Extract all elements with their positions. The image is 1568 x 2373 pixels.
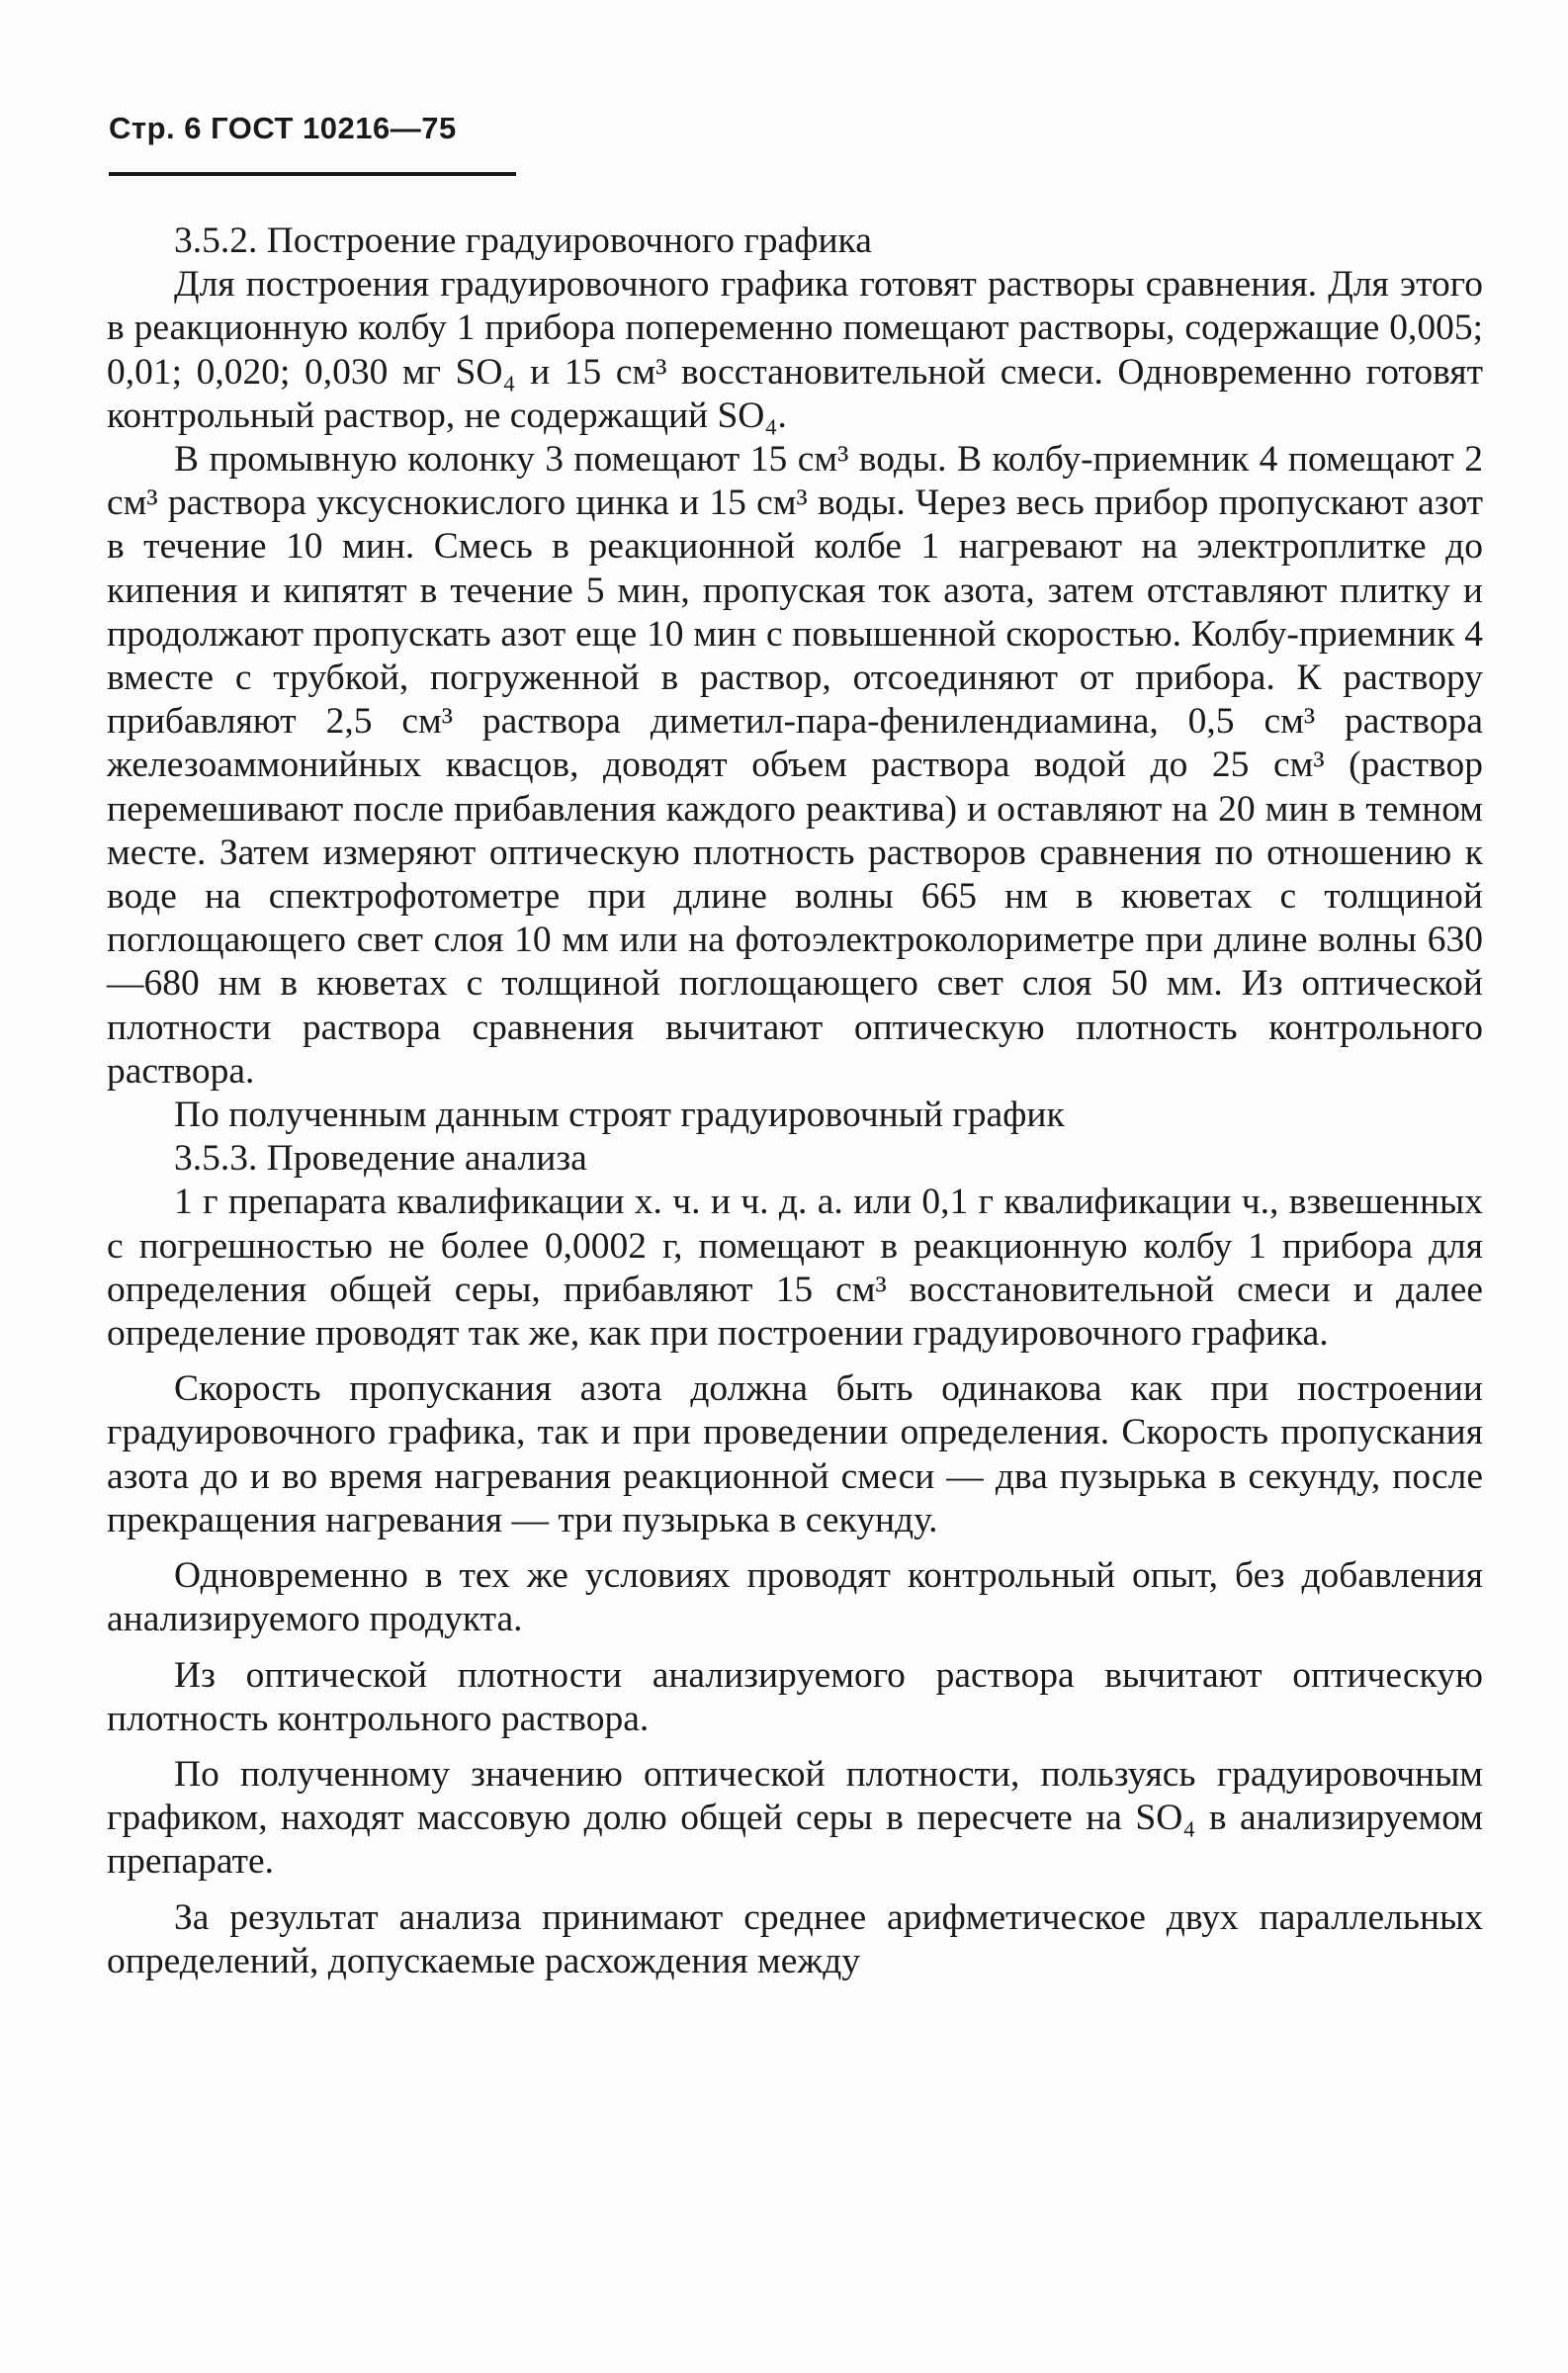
section-3-5-2-title: 3.5.2. Построение градуировочного графика (174, 220, 872, 261)
paragraph: Скорость пропускания азота должна быть одинакова как при построении градуировочного графика, так и при проведении определения. Скорость пропускания азота до и во время нагревания реакционной смеси — два пузырька в секунду, после прекращения нагревания — три пузырька в секунду. (107, 1368, 1483, 1540)
paragraph: Одновременно в тех же условиях проводят контрольный опыт, без добавления анализируемого продукта. (107, 1555, 1483, 1640)
paragraph: Для построения градуировочного графика готовят растворы сравнения. Для этого в реакционную колбу 1 прибора попеременно помещают растворы, содержащие 0,005; 0,01; 0,020; 0,030 мг SO₄ и 15 см³ восстановительной смеси. Одновременно готовят контрольный раствор, не содержащий SO₄. (107, 264, 1483, 436)
paragraph: По полученному значению оптической плотности, пользуясь градуировочным графиком, находят массовую долю общей серы в пересчете на SO₄ в анализируемом препарате. (107, 1753, 1483, 1883)
section-3-5-3-title: 3.5.3. Проведение анализа (174, 1138, 587, 1180)
paragraph: 1 г препарата квалификации х. ч. и ч. д. а. или 0,1 г квалификации ч., взвешенных с погрешностью не более 0,0002 г, помещают в реакционную колбу 1 прибора для определения общей серы, прибавляют 15 см³ восстановительной смеси и далее определение проводят так же, как при построении градуировочного графика. (107, 1182, 1483, 1355)
document-body (107, 220, 1483, 1983)
paragraph: Из оптической плотности анализируемого раствора вычитают оптическую плотность контрольного раствора. (107, 1654, 1483, 1739)
paragraph: За результат анализа принимают среднее арифметическое двух параллельных определений, допускаемые расхождения между (107, 1896, 1483, 1981)
page-header: Стр. 6 ГОСТ 10216—75 (109, 111, 457, 145)
paragraph: По полученным данным строят градуировочный график (174, 1095, 1065, 1136)
paragraph: В промывную колонку 3 помещают 15 см³ воды. В колбу-приемник 4 помещают 2 см³ раствора уксуснокислого цинка и 15 см³ воды. Через весь прибор пропускают азот в течение 10 мин. Смесь в реакционной колбе 1 нагревают на электроплитке до кипения и кипятят в течение 5 мин, пропуская ток азота, затем отставляют плитку и продолжают пропускать азот еще 10 мин с повышенной скоростью. Колбу-приемник 4 вместе с трубкой, погруженной в раствор, отсоединяют от прибора. К раствору прибавляют 2,5 см³ раствора диметил-пара-фенилендиамина, 0,5 см³ раствора железоаммонийных квасцов, доводят объем раствора водой до 25 см³ (раствор перемешивают после прибавления каждого реактива) и оставляют на 20 мин в темном месте. Затем измеряют оптическую плотность растворов сравнения по отношению к воде на спектрофотометре при длине волны 665 нм в кюветах с толщиной поглощающего свет слоя 10 мм или на фотоэлектроколориметре при длине волны 630—680 нм в кюветах с толщиной поглощающего свет слоя 50 мм. Из оптической плотности раствора сравнения вычитают оптическую плотность контрольного раствора. (107, 439, 1483, 1092)
header-rule (109, 172, 516, 176)
